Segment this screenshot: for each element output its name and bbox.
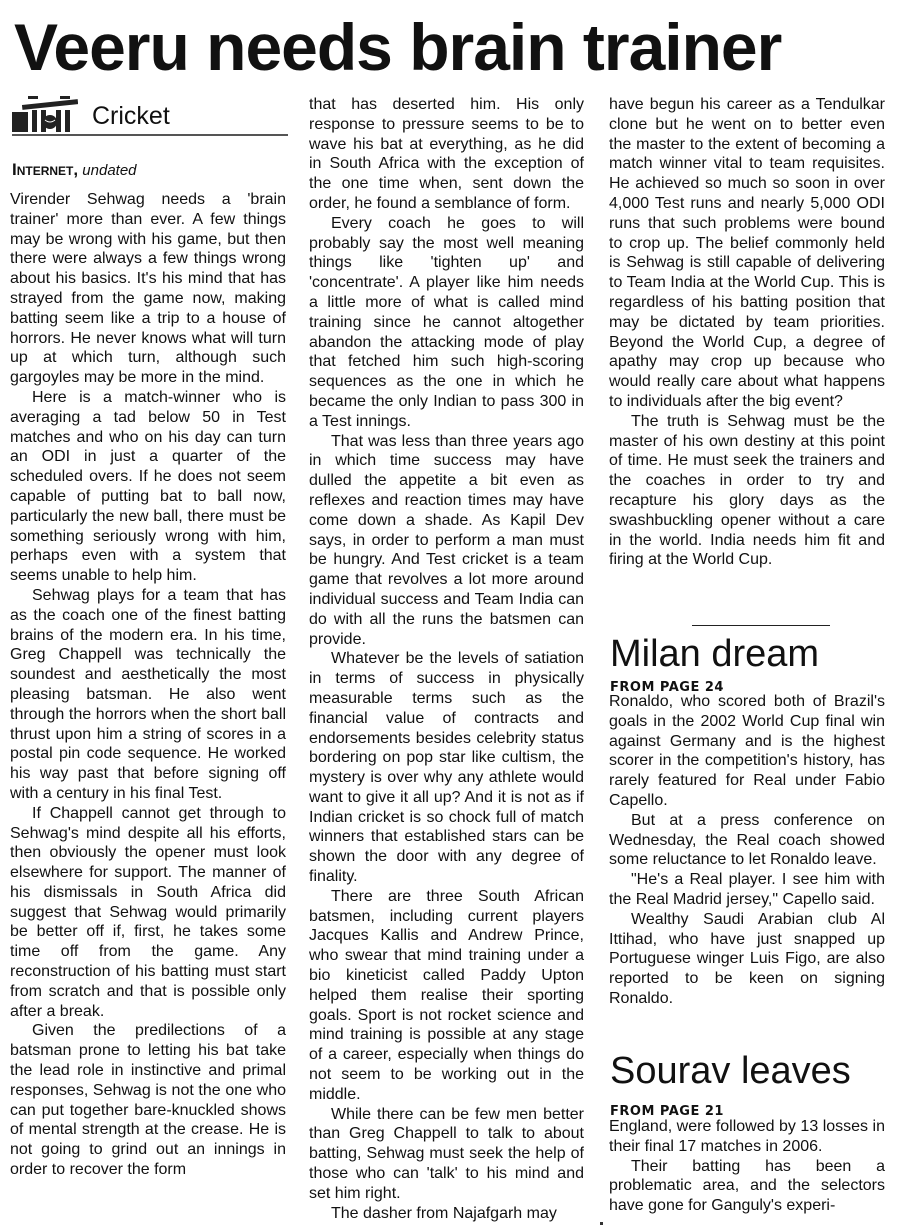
paragraph: England, were followed by 13 losses in their final 17 matches in 2006. bbox=[609, 1118, 885, 1155]
sourav-article bbox=[609, 1117, 885, 1216]
paragraph: "He's a Real player. I see him with the Real Madrid jersey," Capello said. bbox=[609, 871, 885, 908]
dateline-date: undated bbox=[82, 162, 137, 179]
section-rule bbox=[12, 134, 288, 136]
paragraph: Their batting has been a problematic area, and the selectors have gone for Ganguly's experi- bbox=[609, 1157, 885, 1215]
paragraph: Virender Sehwag needs a 'brain trainer' more than ever. A few things may be wrong with his game, but then there were always a few things wrong about his basics. It's his mind that has strayed from the game now, making batting seem like a trip to a house of horrors. He never knows what will turn up at which turn, although such gargoyles may be more in the mind. bbox=[10, 191, 286, 387]
article-column-2 bbox=[309, 95, 584, 1223]
paragraph: Every coach he goes to will probably say the most well meaning things like 'tighten up' and 'concentrate'. A player like him needs a little more of what is called mind training since he cannot altogether abandon the attacking mode of play that fetched him such high-scoring sequences as the one in which he became the only Indian to pass 300 in a Test innings. bbox=[309, 214, 584, 430]
paragraph: Given the predilections of a batsman prone to letting his bat take the lead role in instinctive and primal responses, Sehwag is not the one who can put together bare-knuckled shows of mental strength at the crease. He is not going to grind out an innings in order to recover the form bbox=[10, 1022, 286, 1179]
paragraph: Ronaldo, who scored both of Brazil's goals in the 2002 World Cup final win against Germany and is the highest scorer in the competition's history, has rarely featured for Real under Fabio Capello. bbox=[609, 693, 885, 809]
sourav-from-page: FROM PAGE 21 bbox=[610, 1104, 724, 1119]
milan-from-page: FROM PAGE 24 bbox=[610, 680, 724, 695]
paragraph: The dasher from Najafgarh may bbox=[331, 1204, 557, 1222]
paragraph: have begun his career as a Tendulkar clone but he went on to better even the master to the extent of becoming a match winner vital to team requisites. He achieved so much so soon in over 4,000 Test runs and nearly 5,000 ODI runs that such problems were bound to crop up. The belief commonly held is Sehwag is still capable of delivering to Team India at the World Cup. This is regardless of his batting position that may be dictated by team priorities. Beyond the World Cup, a degree of apathy may crop up because who would really care about what happens to individuals after the big event? bbox=[609, 96, 885, 410]
paragraph: But at a press conference on Wednesday, the Real coach showed some reluctance to let Ronaldo leave. bbox=[609, 811, 885, 869]
section-logo bbox=[12, 94, 288, 138]
paragraph: The truth is Sehwag must be the master of his own destiny at this point of time. He must seek the trainers and the coaches in order to try and recapture his glory days as the swashbuckling opener without a care in the world. India needs him fit and firing at the World Cup. bbox=[609, 412, 885, 569]
paragraph: That was less than three years ago in which time success may have dulled the appetite a bit even as reflexes and reaction times may have come down a shade. As Kapil Dev says, in order to perform a man must be hungry. And Test cricket is a team game that revolves a lot more around individual success and Team India can do with all the runs the batsmen can provide. bbox=[309, 432, 584, 648]
article-separator bbox=[692, 625, 830, 626]
article-column-3 bbox=[609, 95, 885, 570]
paragraph: Here is a match-winner who is averaging a tad below 50 in Test matches and who on his day can turn an ODI in just a quarter of the scheduled overs. If he does not seem capable of putting bat to ball now, particularly the new ball, there must be something seriously wrong with him, perhaps even with a system that seems unable to help him. bbox=[10, 388, 286, 585]
paragraph: Wealthy Saudi Arabian club Al Ittihad, who have just snapped up Portuguese winger Luis Figo, are also reported to be keen on signing Ronaldo. bbox=[609, 910, 885, 1007]
article-column-1 bbox=[10, 190, 286, 1180]
page-dot bbox=[600, 1222, 603, 1225]
sourav-headline: Sourav leaves bbox=[610, 1050, 851, 1092]
paragraph: Whatever be the levels of satiation in terms of success in physically measurable terms such as the financial value of contracts and endorsements besides celebrity status bordering on pop star like cultism, the mystery is over why any athlete would want to give it all up? And it is not as if Indian cricket is so chock full of match winners that established stars can be shown the door with any degree of finality. bbox=[309, 650, 584, 886]
paragraph: While there can be few men better than Greg Chappell to talk to about batting, Sehwag must seek the help of those who can 'talk' to his mind and set him right. bbox=[309, 1105, 584, 1202]
section-label: Cricket bbox=[92, 102, 170, 130]
paragraph: that has deserted him. His only response to pressure seems to be to wave his bat at everything, as he did in South Africa with the exception of the one time when, sent down the order, he found a semblance of form. bbox=[309, 96, 584, 212]
headline: Veeru needs brain trainer bbox=[14, 10, 782, 84]
paragraph: If Chappell cannot get through to Sehwag's mind despite all his efforts, then obviously the opener must look elsewhere for support. The manner of his dismissals in South Africa did suggest that Sehwag would primarily be better off if, first, he takes some time off from the game. Any reconstruction of his batting must start from scratch and that is possible only after a break. bbox=[10, 804, 286, 1020]
paragraph: There are three South African batsmen, including current players Jacques Kallis and Andrew Prince, who swear that mind training under a bio kineticist called Paddy Upton helped them realise their sporting goals. Sport is not rocket science and mind training is possible at any stage of a career, especially when things do not seem to be working out in the middle. bbox=[309, 887, 584, 1103]
dateline bbox=[12, 160, 137, 180]
cricket-stumps-bat-ball-icon bbox=[12, 96, 78, 134]
dateline-place: Internet, bbox=[12, 160, 79, 179]
milan-article bbox=[609, 692, 885, 1009]
paragraph: Sehwag plays for a team that has as the coach one of the finest batting brains of the modern era. In his time, Greg Chappell was technically the soundest and aesthetically the most pleasing batsman. He also went through the horrors when the short ball thrust upon him a string of scores in a postal pin code sequence. He worked his way past that before signing off with a century in his final Test. bbox=[10, 586, 286, 802]
milan-headline: Milan dream bbox=[610, 633, 820, 675]
